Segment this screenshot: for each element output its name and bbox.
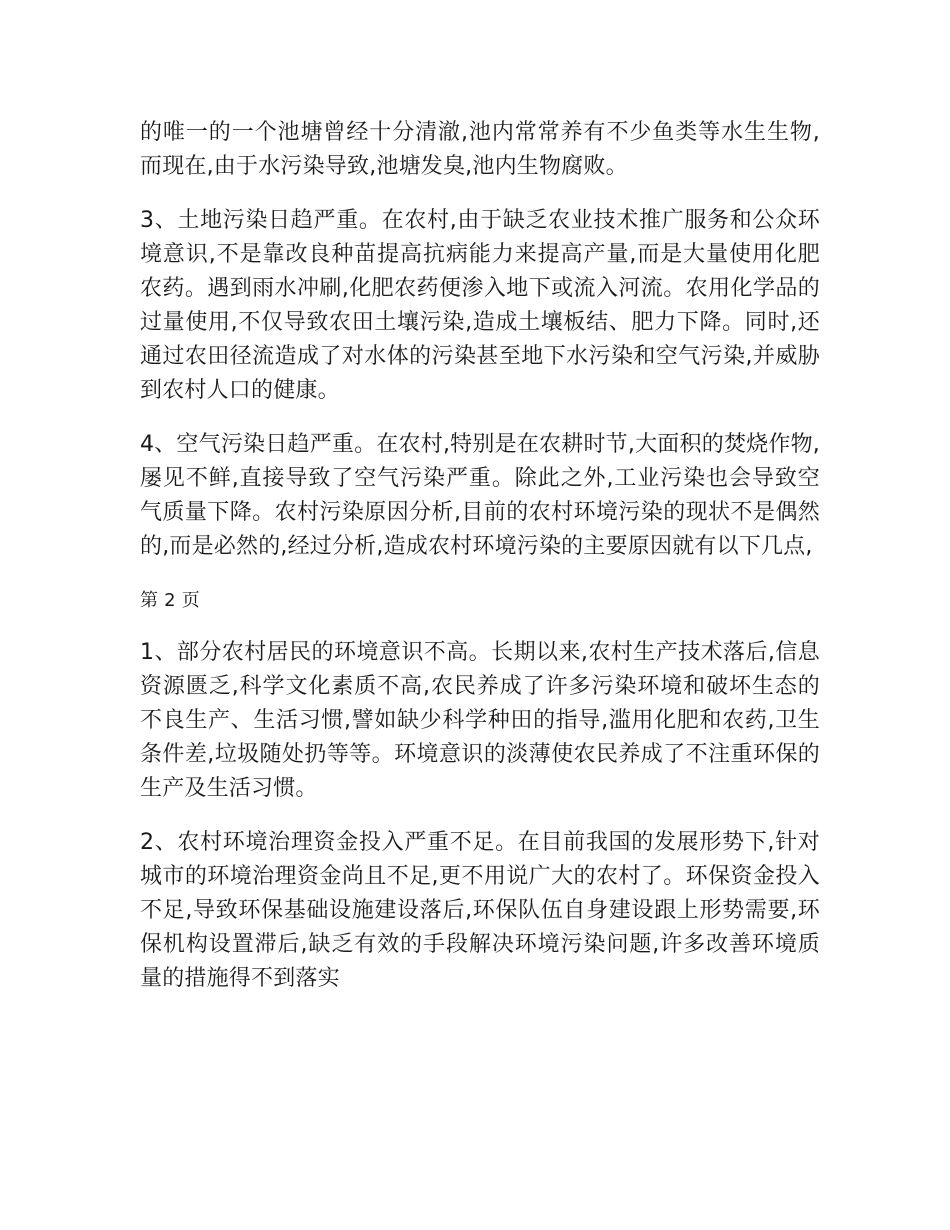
paragraph-funding-shortage: 2、农村环境治理资金投入严重不足。在目前我国的发展形势下,针对城市的环境治理资金尚且不足,更不用说广大的农村了。环保资金投入不足,导致环保基础设施建设落后,环保队伍自身建设跟上形势需要,环保机构设置滞后,缺乏有效的手段解决环境污染问题,许多改善环境质量的措施得不到落实 <box>140 830 820 991</box>
page-number-label: 第 2 页 <box>140 590 200 611</box>
paragraph-water-pollution-end: 的唯一的一个池塘曾经十分清澈,池内常常养有不少鱼类等水生生物,而现在,由于水污染导致,池塘发臭,池内生物腐败。 <box>140 120 820 179</box>
paragraph-soil-pollution: 3、土地污染日趋严重。在农村,由于缺乏农业技术推广服务和公众环境意识,不是靠改良种苗提高抗病能力来提高产量,而是大量使用化肥农药。遇到雨水冲刷,化肥农药便渗入地下或流入河流。农用化学品的过量使用,不仅导致农田土壤污染,造成土壤板结、肥力下降。同时,还通过农田径流造成了对水体的污染甚至地下水污染和空气污染,并威胁到农村人口的健康。 <box>140 208 820 403</box>
paragraph-air-pollution: 4、空气污染日趋严重。在农村,特别是在农耕时节,大面积的焚烧作物,屡见不鲜,直接导致了空气污染严重。除此之外,工业污染也会导致空气质量下降。农村污染原因分析,目前的农村环境污染的现状不是偶然的,而是必然的,经过分析,造成农村环境污染的主要原因就有以下几点, <box>140 432 820 559</box>
paragraph-environmental-awareness: 1、部分农村居民的环境意识不高。长期以来,农村生产技术落后,信息资源匮乏,科学文化素质不高,农民养成了许多污染环境和破坏生态的不良生产、生活习惯,譬如缺少科学种田的指导,滥用化肥和农药,卫生条件差,垃圾随处扔等等。环境意识的淡薄使农民养成了不注重环保的生产及生活习惯。 <box>140 640 820 801</box>
document-body <box>140 116 820 1016</box>
